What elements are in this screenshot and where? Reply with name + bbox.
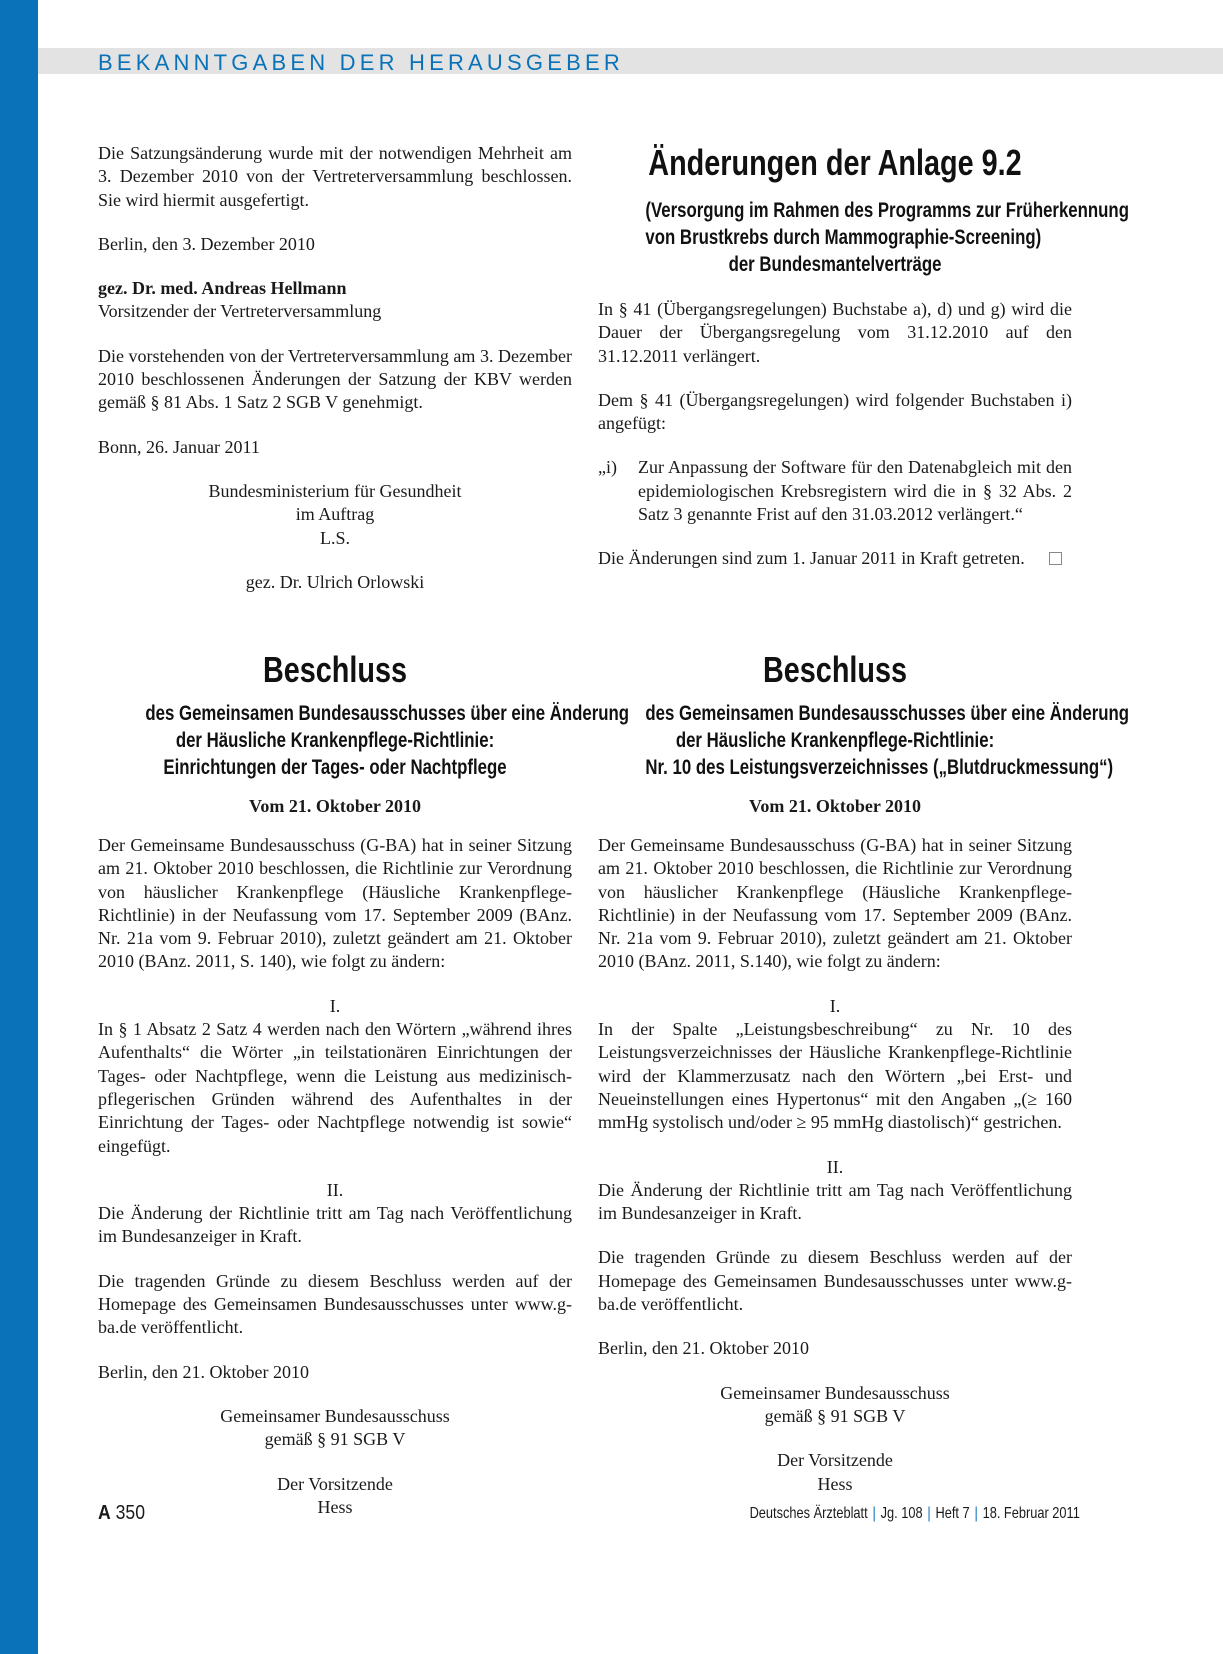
place-date-bonn: Bonn, 26. Januar 2011 xyxy=(98,436,260,457)
left-bottom-column xyxy=(98,649,630,1519)
item-i xyxy=(598,456,1072,526)
chair-role: Der Vorsitzende xyxy=(777,1450,893,1471)
ausfertigung-paragraph: Die Satzungsänderung wurde mit der notwendigen Mehrheit am 3. Dezember 2010 von der Vertreterversammlung beschlossen. Sie wird hiermit ausgefertigt. xyxy=(98,143,572,210)
section-i-text: In § 1 Absatz 2 Satz 4 werden nach den Wörtern „während ihres Aufenthalts“ die Wörter „in teilstationären Einrichtungen der Tages- oder Nachtpflege, wenn die Leistung aus medizinisch-pflegerischen Gründen während des Aufenthaltes in der Einrichtung der Tages- oder Nachtpflege notwendig ist sowie“ eingefügt. xyxy=(98,1019,572,1156)
journal-name: Deutsches Ärzteblatt xyxy=(749,1505,868,1522)
item-i-marker: „i) xyxy=(598,457,617,478)
beschluss-subtitle-line1: des Gemeinsamen Bundesausschusses über eine Änderung xyxy=(645,702,1130,725)
page-number-value: 350 xyxy=(115,1502,145,1524)
intro-paragraph: Der Gemeinsame Bundesausschuss (G-BA) hat in seiner Sitzung am 21. Oktober 2010 beschlossen, die Richtlinie zur Verordnung von häuslicher Krankenpflege (Häusliche Krankenpflege-Richtlinie) in der Neufassung vom 17. September 2009 (BAnz. Nr. 21a vom 9. Februar 2010), zuletzt geändert am 21. Oktober 2010 (BAnz. 2011, S.140), wie folgt zu ändern: xyxy=(598,835,1072,972)
ministry-signature: gez. Dr. Ulrich Orlowski xyxy=(245,571,425,592)
approval-paragraph: Die vorstehenden von der Vertreterversammlung am 3. Dezember 2010 beschlossenen Änderungen der Satzung der KBV werden gemäß § 81 Abs. 1 Satz 2 SGB V genehmigt. xyxy=(98,345,572,413)
org-name: Gemeinsamer Bundesausschuss xyxy=(720,1382,950,1403)
journal-volume: Jg. 108 xyxy=(880,1505,923,1522)
beschluss-title: Beschluss xyxy=(262,649,408,690)
gruende-paragraph: Die tragenden Gründe zu diesem Beschluss werden auf der Homepage des Gemeinsamen Bundesausschusses unter www.g-ba.de veröffentlicht. xyxy=(98,1270,572,1338)
right-bottom-column xyxy=(598,649,1130,1496)
section-i-text: In der Spalte „Leistungsbeschreibung“ zu Nr. 10 des Leistungsverzeichnisses der Häusliche Krankenpflege-Richtlinie wird der Klammerzusatz nach den Wörtern „bei Erst- und Neueinstellungen eines Hypertonus“ mit den Angaben „(≥ 160 mmHg systolisch und/oder ≥ 95 mmHg diastolisch)“ gestrichen. xyxy=(598,1019,1072,1133)
place-date: Berlin, den 21. Oktober 2010 xyxy=(98,1361,309,1382)
beschluss-title: Beschluss xyxy=(762,649,908,690)
intro-paragraph: Der Gemeinsame Bundesausschuss (G-BA) hat in seiner Sitzung am 21. Oktober 2010 beschlossen, die Richtlinie zur Verordnung von häuslicher Krankenpflege (Häusliche Krankenpflege-Richtlinie) in der Neufassung vom 17. September 2009 (BAnz. Nr. 21a vom 9. Februar 2010), zuletzt geändert am 21. Oktober 2010 (BAnz. 2011, S. 140), wie folgt zu ändern: xyxy=(98,835,572,972)
ls-seal-note: L.S. xyxy=(319,527,350,548)
left-top-column xyxy=(98,142,572,594)
im-auftrag: im Auftrag xyxy=(295,504,375,525)
extension-paragraph: In § 41 (Übergangsregelungen) Buchstabe a), d) und g) wird die Dauer der Übergangsregelung vom 31.12.2010 auf den 31.12.2011 verlängert. xyxy=(598,299,1072,366)
article-subtitle-line2: von Brustkrebs durch Mammographie-Screening) xyxy=(645,226,1042,249)
section-ii-text: Die Änderung der Richtlinie tritt am Tag nach Veröffentlichung im Bundesanzeiger in Kraft. xyxy=(98,1203,572,1247)
section-header: BEKANNTGABEN DER HERAUSGEBER xyxy=(98,50,624,75)
effective-text: Die Änderungen sind zum 1. Januar 2011 in Kraft getreten. xyxy=(598,548,1025,569)
chair-name: Hess xyxy=(317,1496,353,1517)
beschluss-subtitle-line3: Einrichtungen der Tages- oder Nachtpflege xyxy=(163,756,507,779)
chair-name: Hess xyxy=(817,1473,853,1494)
separator: | xyxy=(927,1505,931,1522)
org-legal-basis: gemäß § 91 SGB V xyxy=(764,1405,906,1426)
org-name: Gemeinsamer Bundesausschuss xyxy=(220,1405,450,1426)
journal-issue: Heft 7 xyxy=(935,1505,970,1522)
end-mark-icon xyxy=(1049,552,1062,565)
sidebar-color-band xyxy=(0,0,38,1654)
gruende-paragraph: Die tragenden Gründe zu diesem Beschluss werden auf der Homepage des Gemeinsamen Bundesausschusses unter www.g-ba.de veröffentlicht. xyxy=(598,1247,1072,1315)
place-date: Berlin, den 21. Oktober 2010 xyxy=(598,1338,809,1359)
beschluss-date: Vom 21. Oktober 2010 xyxy=(248,796,421,816)
addition-paragraph: Dem § 41 (Übergangsregelungen) wird folgender Buchstaben i) angefügt: xyxy=(598,389,1072,434)
right-top-column xyxy=(598,142,1129,571)
section-ii-heading: II. xyxy=(826,1156,844,1177)
org-legal-basis: gemäß § 91 SGB V xyxy=(264,1429,406,1450)
page-prefix: A xyxy=(98,1502,111,1524)
item-i-text: Zur Anpassung der Software für den Datenabgleich mit den epidemiologischen Krebsregistern wird die in § 32 Abs. 2 Satz 3 genannte Frist auf den 31.03.2012 verlängert.“ xyxy=(638,457,1072,525)
article-title: Änderungen der Anlage 9.2 xyxy=(648,142,1022,183)
journal-info xyxy=(750,1502,1080,1526)
article-subtitle-line3: der Bundesmantelverträge xyxy=(728,253,942,276)
section-i-heading: I. xyxy=(329,995,341,1016)
effective-paragraph xyxy=(598,547,1072,570)
section-i-heading: I. xyxy=(829,995,841,1016)
beschluss-subtitle-line2: der Häusliche Krankenpflege-Richtlinie: xyxy=(675,729,995,752)
separator: | xyxy=(974,1505,978,1522)
beschluss-subtitle-line1: des Gemeinsamen Bundesausschusses über eine Änderung xyxy=(145,702,630,725)
journal-date: 18. Februar 2011 xyxy=(982,1505,1080,1522)
beschluss-date: Vom 21. Oktober 2010 xyxy=(748,796,921,816)
section-ii-text: Die Änderung der Richtlinie tritt am Tag nach Veröffentlichung im Bundesanzeiger in Kraft. xyxy=(598,1179,1072,1224)
beschluss-subtitle-line2: der Häusliche Krankenpflege-Richtlinie: xyxy=(175,729,495,752)
chair-role: Der Vorsitzende xyxy=(277,1473,393,1494)
article-subtitle-line1: (Versorgung im Rahmen des Programms zur Früherkennung xyxy=(645,199,1129,222)
separator: | xyxy=(872,1505,876,1522)
section-ii-heading: II. xyxy=(326,1179,344,1200)
ministry-name: Bundesministerium für Gesundheit xyxy=(208,480,462,501)
place-date: Berlin, den 3. Dezember 2010 xyxy=(98,233,315,254)
beschluss-subtitle-line3: Nr. 10 des Leistungsverzeichnisses („Blutdruckmessung“) xyxy=(645,756,1114,779)
page-number xyxy=(98,1502,145,1525)
signer-role: Vorsitzender der Vertreterversammlung xyxy=(98,301,382,322)
signer-name: gez. Dr. med. Andreas Hellmann xyxy=(98,278,347,299)
